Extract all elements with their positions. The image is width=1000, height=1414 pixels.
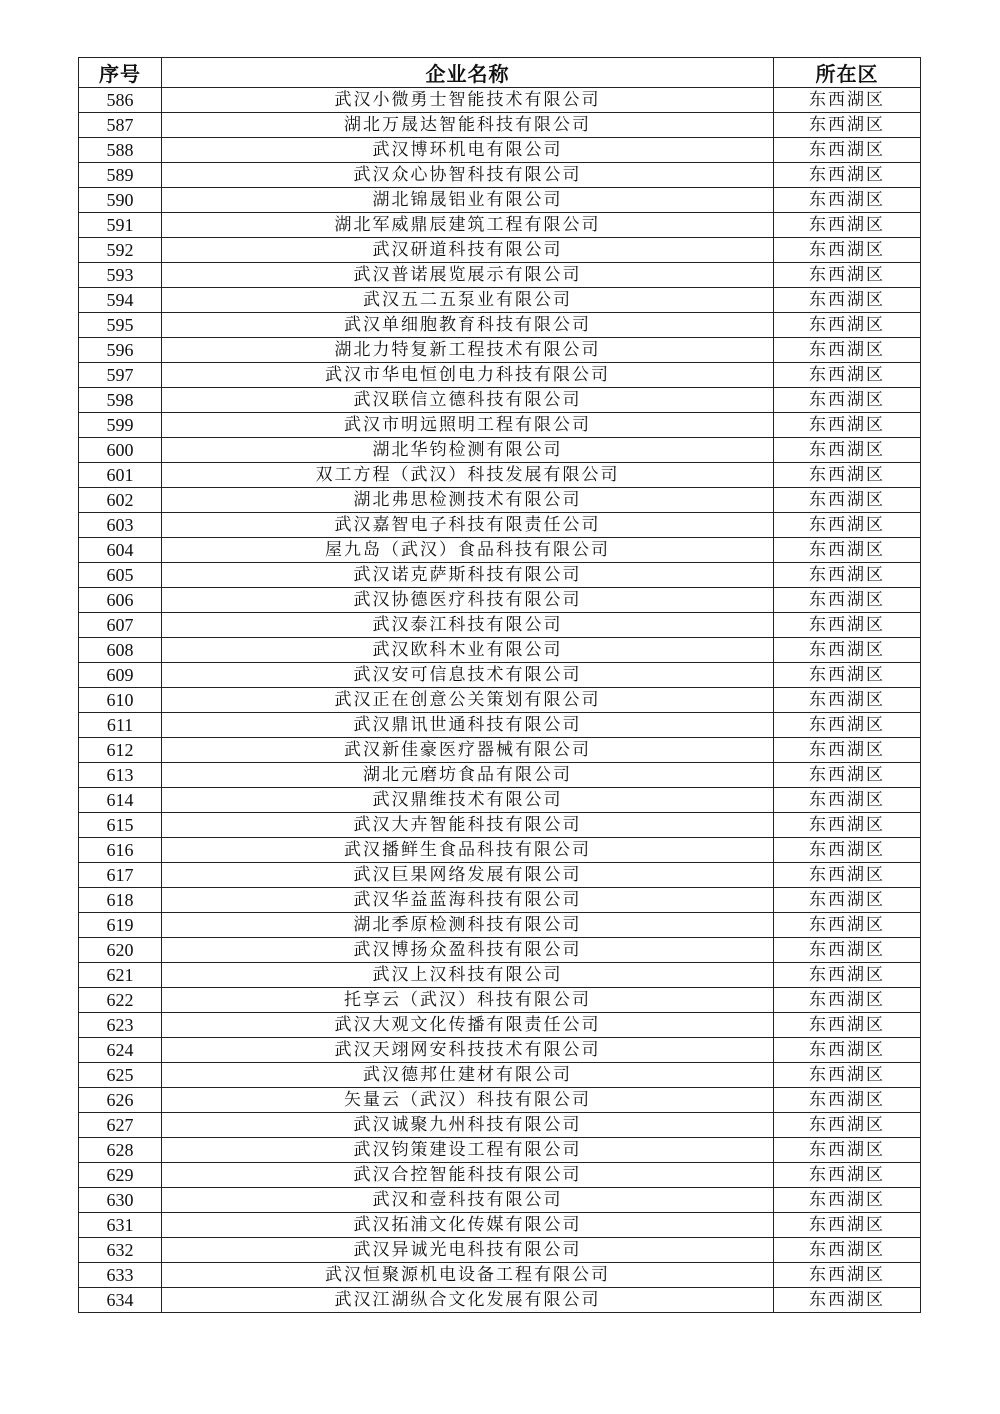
district-cell: 东西湖区 — [774, 438, 921, 463]
table-row — [79, 713, 921, 738]
table-row — [79, 963, 921, 988]
table-row — [79, 1188, 921, 1213]
serial-number-cell: 602 — [79, 488, 162, 513]
serial-number-cell: 613 — [79, 763, 162, 788]
company-name-cell: 武汉泰江科技有限公司 — [162, 613, 774, 638]
company-name-cell: 武汉众心协智科技有限公司 — [162, 163, 774, 188]
company-name-cell: 武汉单细胞教育科技有限公司 — [162, 313, 774, 338]
table-row — [79, 1163, 921, 1188]
serial-number-cell: 605 — [79, 563, 162, 588]
table-row — [79, 538, 921, 563]
district-cell: 东西湖区 — [774, 138, 921, 163]
serial-number-cell: 618 — [79, 888, 162, 913]
table-row — [79, 1013, 921, 1038]
table-row — [79, 1263, 921, 1288]
table-row — [79, 988, 921, 1013]
company-name-cell: 武汉拓浦文化传媒有限公司 — [162, 1213, 774, 1238]
serial-number-cell: 588 — [79, 138, 162, 163]
district-cell: 东西湖区 — [774, 1088, 921, 1113]
serial-number-cell: 599 — [79, 413, 162, 438]
table-row — [79, 488, 921, 513]
district-cell: 东西湖区 — [774, 188, 921, 213]
table-row — [79, 1138, 921, 1163]
company-name-cell: 湖北力特复新工程技术有限公司 — [162, 338, 774, 363]
serial-number-cell: 620 — [79, 938, 162, 963]
district-cell: 东西湖区 — [774, 588, 921, 613]
serial-number-cell: 627 — [79, 1113, 162, 1138]
table-row — [79, 1213, 921, 1238]
table-row — [79, 138, 921, 163]
serial-number-cell: 595 — [79, 313, 162, 338]
district-cell: 东西湖区 — [774, 1113, 921, 1138]
district-cell: 东西湖区 — [774, 763, 921, 788]
district-cell: 东西湖区 — [774, 1288, 921, 1313]
district-cell: 东西湖区 — [774, 363, 921, 388]
district-cell: 东西湖区 — [774, 1063, 921, 1088]
district-cell: 东西湖区 — [774, 788, 921, 813]
district-cell: 东西湖区 — [774, 713, 921, 738]
company-name-cell: 武汉协德医疗科技有限公司 — [162, 588, 774, 613]
district-cell: 东西湖区 — [774, 1138, 921, 1163]
company-name-cell: 双工方程（武汉）科技发展有限公司 — [162, 463, 774, 488]
table-row — [79, 663, 921, 688]
table-row — [79, 1038, 921, 1063]
table-row — [79, 438, 921, 463]
district-cell: 东西湖区 — [774, 113, 921, 138]
serial-number-cell: 606 — [79, 588, 162, 613]
district-cell: 东西湖区 — [774, 213, 921, 238]
district-cell: 东西湖区 — [774, 563, 921, 588]
serial-number-cell: 609 — [79, 663, 162, 688]
serial-number-cell: 625 — [79, 1063, 162, 1088]
table-header-row — [79, 58, 921, 88]
company-name-cell: 武汉博环机电有限公司 — [162, 138, 774, 163]
company-name-cell: 武汉异诚光电科技有限公司 — [162, 1238, 774, 1263]
company-name-cell: 武汉合控智能科技有限公司 — [162, 1163, 774, 1188]
district-cell: 东西湖区 — [774, 663, 921, 688]
company-name-cell: 武汉市华电恒创电力科技有限公司 — [162, 363, 774, 388]
table-row — [79, 563, 921, 588]
district-cell: 东西湖区 — [774, 838, 921, 863]
company-name-cell: 武汉恒聚源机电设备工程有限公司 — [162, 1263, 774, 1288]
serial-number-cell: 596 — [79, 338, 162, 363]
serial-number-cell: 617 — [79, 863, 162, 888]
serial-number-cell: 632 — [79, 1238, 162, 1263]
serial-number-cell: 593 — [79, 263, 162, 288]
company-name-cell: 武汉德邦仕建材有限公司 — [162, 1063, 774, 1088]
serial-number-cell: 634 — [79, 1288, 162, 1313]
serial-number-cell: 597 — [79, 363, 162, 388]
company-name-cell: 湖北季原检测科技有限公司 — [162, 913, 774, 938]
district-cell: 东西湖区 — [774, 1188, 921, 1213]
serial-number-cell: 614 — [79, 788, 162, 813]
company-name-cell: 武汉五二五泵业有限公司 — [162, 288, 774, 313]
company-name-cell: 武汉江湖纵合文化发展有限公司 — [162, 1288, 774, 1313]
table-row — [79, 313, 921, 338]
company-name-cell: 湖北万晟达智能科技有限公司 — [162, 113, 774, 138]
serial-number-cell: 603 — [79, 513, 162, 538]
district-cell: 东西湖区 — [774, 638, 921, 663]
serial-number-cell: 626 — [79, 1088, 162, 1113]
company-name-cell: 托享云（武汉）科技有限公司 — [162, 988, 774, 1013]
company-name-cell: 屋九岛（武汉）食品科技有限公司 — [162, 538, 774, 563]
table-row — [79, 113, 921, 138]
table-row — [79, 588, 921, 613]
serial-number-cell: 590 — [79, 188, 162, 213]
table-body — [79, 88, 921, 1313]
company-name-cell: 武汉大卉智能科技有限公司 — [162, 813, 774, 838]
table-row — [79, 1063, 921, 1088]
district-cell: 东西湖区 — [774, 813, 921, 838]
company-name-cell: 武汉和壹科技有限公司 — [162, 1188, 774, 1213]
serial-number-cell: 612 — [79, 738, 162, 763]
table-row — [79, 738, 921, 763]
serial-number-cell: 587 — [79, 113, 162, 138]
serial-number-cell: 592 — [79, 238, 162, 263]
serial-number-cell: 601 — [79, 463, 162, 488]
district-cell: 东西湖区 — [774, 1263, 921, 1288]
table-row — [79, 638, 921, 663]
company-name-cell: 武汉市明远照明工程有限公司 — [162, 413, 774, 438]
serial-number-cell: 622 — [79, 988, 162, 1013]
table-row — [79, 688, 921, 713]
district-cell: 东西湖区 — [774, 163, 921, 188]
company-name-cell: 湖北元磨坊食品有限公司 — [162, 763, 774, 788]
serial-number-cell: 633 — [79, 1263, 162, 1288]
district-cell: 东西湖区 — [774, 688, 921, 713]
company-name-cell: 武汉研道科技有限公司 — [162, 238, 774, 263]
table-row — [79, 613, 921, 638]
table-row — [79, 788, 921, 813]
company-name-cell: 湖北华钧检测有限公司 — [162, 438, 774, 463]
company-name-cell: 武汉安可信息技术有限公司 — [162, 663, 774, 688]
company-name-cell: 武汉诚聚九州科技有限公司 — [162, 1113, 774, 1138]
district-cell: 东西湖区 — [774, 938, 921, 963]
district-cell: 东西湖区 — [774, 513, 921, 538]
company-name-cell: 武汉大观文化传播有限责任公司 — [162, 1013, 774, 1038]
company-name-cell: 湖北锦晟铝业有限公司 — [162, 188, 774, 213]
company-name-cell: 武汉播鲜生食品科技有限公司 — [162, 838, 774, 863]
table-row — [79, 913, 921, 938]
company-name-cell: 武汉华益蓝海科技有限公司 — [162, 888, 774, 913]
district-cell: 东西湖区 — [774, 1038, 921, 1063]
company-name-cell: 武汉钧策建设工程有限公司 — [162, 1138, 774, 1163]
table-row — [79, 88, 921, 113]
company-name-cell: 武汉欧科木业有限公司 — [162, 638, 774, 663]
table-row — [79, 288, 921, 313]
serial-number-cell: 624 — [79, 1038, 162, 1063]
serial-number-cell: 631 — [79, 1213, 162, 1238]
table-row — [79, 338, 921, 363]
serial-number-cell: 586 — [79, 88, 162, 113]
table-row — [79, 463, 921, 488]
table-row — [79, 388, 921, 413]
company-name-cell: 武汉嘉智电子科技有限责任公司 — [162, 513, 774, 538]
serial-number-cell: 610 — [79, 688, 162, 713]
table-row — [79, 363, 921, 388]
table-row — [79, 888, 921, 913]
district-cell: 东西湖区 — [774, 388, 921, 413]
table-row — [79, 163, 921, 188]
company-name-cell: 武汉正在创意公关策划有限公司 — [162, 688, 774, 713]
district-cell: 东西湖区 — [774, 413, 921, 438]
table-row — [79, 188, 921, 213]
company-list-table — [78, 57, 921, 1313]
serial-number-cell: 628 — [79, 1138, 162, 1163]
serial-number-cell: 615 — [79, 813, 162, 838]
district-cell: 东西湖区 — [774, 613, 921, 638]
district-cell: 东西湖区 — [774, 963, 921, 988]
company-name-cell: 武汉博扬众盈科技有限公司 — [162, 938, 774, 963]
district-cell: 东西湖区 — [774, 463, 921, 488]
column-header-district: 所在区 — [774, 58, 921, 88]
table-row — [79, 838, 921, 863]
table-row — [79, 1113, 921, 1138]
table-row — [79, 213, 921, 238]
company-name-cell: 武汉巨果网络发展有限公司 — [162, 863, 774, 888]
table-row — [79, 813, 921, 838]
table-row — [79, 1238, 921, 1263]
company-name-cell: 武汉新佳豪医疗器械有限公司 — [162, 738, 774, 763]
table-row — [79, 413, 921, 438]
table-row — [79, 513, 921, 538]
district-cell: 东西湖区 — [774, 1238, 921, 1263]
serial-number-cell: 598 — [79, 388, 162, 413]
district-cell: 东西湖区 — [774, 88, 921, 113]
district-cell: 东西湖区 — [774, 488, 921, 513]
table-row — [79, 238, 921, 263]
district-cell: 东西湖区 — [774, 988, 921, 1013]
serial-number-cell: 630 — [79, 1188, 162, 1213]
serial-number-cell: 594 — [79, 288, 162, 313]
district-cell: 东西湖区 — [774, 338, 921, 363]
company-name-cell: 武汉普诺展览展示有限公司 — [162, 263, 774, 288]
district-cell: 东西湖区 — [774, 913, 921, 938]
table-row — [79, 263, 921, 288]
company-name-cell: 武汉联信立德科技有限公司 — [162, 388, 774, 413]
serial-number-cell: 621 — [79, 963, 162, 988]
serial-number-cell: 629 — [79, 1163, 162, 1188]
serial-number-cell: 591 — [79, 213, 162, 238]
company-name-cell: 武汉上汉科技有限公司 — [162, 963, 774, 988]
serial-number-cell: 619 — [79, 913, 162, 938]
company-name-cell: 湖北军威鼎辰建筑工程有限公司 — [162, 213, 774, 238]
serial-number-cell: 616 — [79, 838, 162, 863]
serial-number-cell: 608 — [79, 638, 162, 663]
company-name-cell: 武汉鼎讯世通科技有限公司 — [162, 713, 774, 738]
district-cell: 东西湖区 — [774, 1013, 921, 1038]
district-cell: 东西湖区 — [774, 888, 921, 913]
serial-number-cell: 611 — [79, 713, 162, 738]
serial-number-cell: 604 — [79, 538, 162, 563]
column-header-serial-number: 序号 — [79, 58, 162, 88]
table-row — [79, 1088, 921, 1113]
district-cell: 东西湖区 — [774, 238, 921, 263]
column-header-company-name: 企业名称 — [162, 58, 774, 88]
company-name-cell: 矢量云（武汉）科技有限公司 — [162, 1088, 774, 1113]
district-cell: 东西湖区 — [774, 288, 921, 313]
table-row — [79, 863, 921, 888]
district-cell: 东西湖区 — [774, 1163, 921, 1188]
serial-number-cell: 607 — [79, 613, 162, 638]
district-cell: 东西湖区 — [774, 313, 921, 338]
company-name-cell: 武汉诺克萨斯科技有限公司 — [162, 563, 774, 588]
district-cell: 东西湖区 — [774, 263, 921, 288]
serial-number-cell: 589 — [79, 163, 162, 188]
company-name-cell: 武汉小微勇士智能技术有限公司 — [162, 88, 774, 113]
district-cell: 东西湖区 — [774, 1213, 921, 1238]
table-row — [79, 938, 921, 963]
table-row — [79, 1288, 921, 1313]
table-row — [79, 763, 921, 788]
district-cell: 东西湖区 — [774, 538, 921, 563]
serial-number-cell: 600 — [79, 438, 162, 463]
district-cell: 东西湖区 — [774, 738, 921, 763]
company-name-cell: 武汉天翊网安科技技术有限公司 — [162, 1038, 774, 1063]
company-name-cell: 湖北弗思检测技术有限公司 — [162, 488, 774, 513]
district-cell: 东西湖区 — [774, 863, 921, 888]
company-name-cell: 武汉鼎维技术有限公司 — [162, 788, 774, 813]
serial-number-cell: 623 — [79, 1013, 162, 1038]
